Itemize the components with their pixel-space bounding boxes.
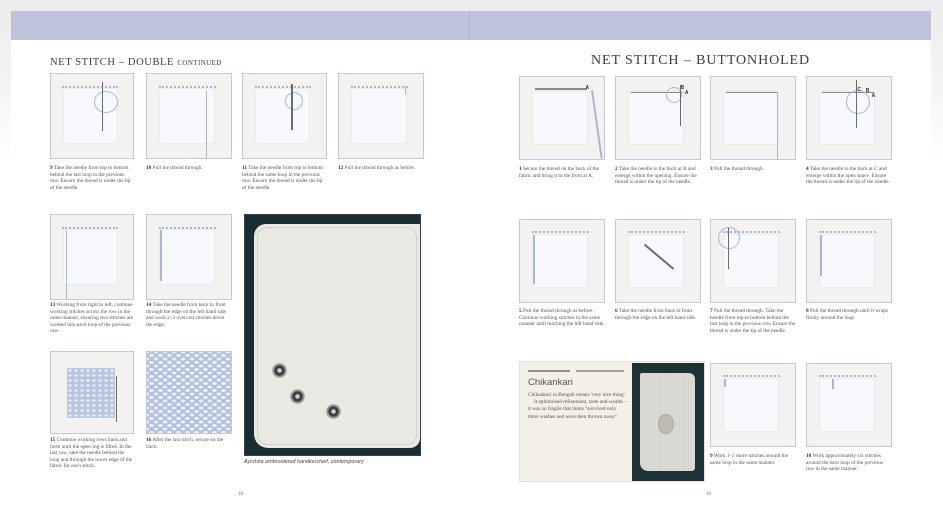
step-photo-7 [710, 219, 796, 303]
step-text: Take the needle from top to bottom behind the same loop in the previous row. Ensure the thread is under the tip of the needle. [242, 165, 323, 191]
step-caption-11 [242, 165, 327, 191]
chikankari-sidebar [519, 361, 705, 482]
stitch-row [62, 86, 118, 91]
step-text: Pull the thread through as before. Continue working stitches in the same manner until reaching the left hand side. [519, 308, 605, 328]
point-label-a: A [684, 90, 689, 97]
thread-strand [405, 86, 407, 94]
needle-icon [291, 84, 293, 130]
eyelet-motif [290, 389, 305, 404]
step-caption-1 [519, 166, 605, 179]
net-stitch-mesh [67, 368, 115, 418]
step-text: Secure the thread on the back of the fabric and bring it to the front at A. [519, 166, 600, 179]
step-caption-7 [710, 308, 796, 334]
page-title: NET STITCH – BUTTONHOLED [590, 53, 810, 68]
needle-icon [680, 85, 682, 126]
needle-icon [102, 82, 104, 131]
step-text: Work 1–2 more stitches around the same loop in the same manner. [710, 453, 789, 466]
thread-strand [591, 90, 602, 158]
step-caption-9 [50, 165, 134, 191]
fabric-swatch [533, 235, 587, 287]
step-number: 13 [50, 302, 56, 308]
step-text: Take the needle from top to bottom behind the last loop in the previous row. Ensure the thread is under the tip of the needle. [50, 165, 131, 191]
needle-icon [116, 376, 118, 421]
stitch-row [532, 231, 589, 236]
step-caption-8 [806, 308, 892, 321]
header-band [11, 11, 931, 40]
step-text: Work approximately six stitches around the next loop of the previous row in the same manner. [806, 453, 883, 473]
step-number: 7 [710, 308, 713, 314]
chikankari-photo [632, 363, 704, 481]
thread-loop [285, 92, 303, 110]
sidebar-paragraph: Chikankari in Bengali means 'very nice thing'. [528, 392, 626, 398]
step-caption-6 [615, 308, 701, 321]
step-number: 9 [50, 165, 53, 171]
step-photo-3 [710, 76, 796, 160]
fabric-swatch [724, 92, 778, 144]
point-label-b: B [680, 85, 685, 92]
right-page [470, 40, 931, 526]
step-number: 4 [806, 166, 809, 172]
stitch-row [723, 375, 780, 380]
step-photo-16 [146, 351, 232, 434]
thread-strand [66, 230, 68, 299]
point-label-a: A [871, 92, 876, 99]
stitch-row [628, 231, 685, 236]
step-photo-15 [50, 351, 134, 434]
fabric-swatch [352, 89, 406, 143]
thread-strand [160, 230, 162, 280]
fabric-swatch [820, 235, 874, 287]
thread-strand [777, 92, 779, 159]
step-caption-16 [146, 437, 232, 450]
page-gutter [469, 11, 470, 40]
thread-strand [533, 235, 535, 284]
step-photo-9 [710, 363, 796, 447]
step-caption-5 [519, 308, 605, 328]
step-text: Pull the thread through until it wraps firmly around the loop. [806, 308, 888, 321]
rule-segment [576, 370, 624, 372]
thread-strand [832, 379, 834, 389]
step-caption-3 [710, 166, 796, 173]
fabric-swatch [724, 379, 778, 431]
step-photo-14 [146, 214, 232, 300]
stitch-row [62, 227, 118, 232]
fabric-swatch [160, 230, 214, 284]
step-number: 6 [615, 308, 618, 314]
page-number: 19 [706, 492, 711, 497]
step-text: Continue working rows back and forth until the open-ing is filled. In the last row, take the needle behind the loop and through the lower edge of the fabric for each stitch. [50, 437, 133, 470]
step-number: 10 [146, 165, 152, 171]
fabric-swatch [533, 92, 587, 144]
step-number: 9 [710, 453, 713, 459]
eyelet-motif [272, 363, 287, 378]
stitch-row [819, 231, 876, 236]
fabric-swatch [64, 230, 116, 284]
fabric-swatch [629, 235, 683, 287]
point-label-b: B [865, 88, 870, 95]
step-number: 11 [242, 165, 248, 171]
step-photo-4 [806, 76, 892, 160]
step-photo-6 [615, 219, 701, 303]
stitch-row [351, 86, 408, 91]
stitch-row [255, 86, 311, 91]
step-number: 15 [50, 437, 56, 443]
step-number: 12 [338, 165, 344, 171]
needle-icon [728, 228, 730, 269]
stitch-row [159, 227, 216, 232]
step-number: 5 [519, 308, 522, 314]
step-text: Take the needle to the back at B and emerge within the opening. Ensure the thread is under the tip of the needle. [615, 166, 697, 186]
book-spread [11, 11, 931, 526]
step-number: 8 [806, 308, 809, 314]
step-photo-10 [146, 73, 232, 159]
sidebar-paragraph: It epitomised refinement, taste and wealth – it was so fragile that items "survived only three washes and were then thrown away". [528, 399, 627, 420]
step-number: 2 [615, 166, 618, 172]
point-label-c: C [857, 86, 862, 93]
step-caption-15 [50, 437, 134, 470]
step-photo-12 [338, 73, 424, 159]
page-number: 18 [238, 492, 243, 497]
thread-strand [726, 92, 778, 94]
step-number: 1 [519, 166, 522, 172]
step-number: 3 [710, 166, 713, 172]
step-caption-14 [146, 302, 232, 328]
left-page [11, 40, 470, 526]
handkerchief-photo [244, 214, 421, 456]
step-text: Take the needle from back to front through the edge on the left hand side and work 2–3 overcast stitches down the edge. [146, 302, 226, 328]
step-caption-10 [146, 165, 232, 172]
step-text: Take the needle to the back at C and emerge within the open space. Ensure the thread is under the tip of the needle. [806, 166, 890, 186]
step-photo-13 [50, 214, 134, 300]
thread-strand [535, 88, 587, 90]
step-caption-13 [50, 302, 134, 335]
point-label-a: A [585, 85, 590, 92]
step-text: Pull the thread through. [152, 165, 203, 171]
step-text: After the last stitch, secure on the back. [146, 437, 224, 450]
step-photo-1 [519, 76, 605, 160]
decorative-rule [528, 370, 628, 373]
thread-strand [820, 235, 822, 276]
thread-strand [206, 91, 208, 158]
title-text: NET STITCH – DOUBLE [50, 57, 175, 68]
thread-strand [724, 379, 726, 387]
step-photo-8 [806, 219, 892, 303]
page-title [50, 57, 222, 68]
step-photo-5 [519, 219, 605, 303]
step-caption-9 [710, 453, 796, 466]
embroidery-motif [658, 414, 674, 434]
sidebar-body [528, 392, 628, 421]
step-caption-12 [338, 165, 424, 172]
step-photo-11 [242, 73, 327, 159]
stitch-row [819, 375, 876, 380]
eyelet-motif [326, 404, 341, 419]
step-text: Pull the thread through. [713, 166, 765, 172]
step-caption-2 [615, 166, 701, 186]
step-number: 16 [146, 437, 152, 443]
step-text: Pull the thread through. Take the needle from top to bottom behind the last loop in the previous row. Ensure the thread is under the tip of the needle. [710, 308, 796, 334]
step-photo-2 [615, 76, 701, 160]
net-stitch-mesh [147, 352, 231, 433]
step-text: Pull the thread through as before. [344, 165, 416, 171]
step-number: 10 [806, 453, 812, 459]
rule-segment [528, 370, 570, 372]
image-caption: Ayrshire embroidered handkerchief, contemporary [244, 459, 364, 465]
sidebar-heading: Chikankari [528, 377, 573, 388]
step-caption-4 [806, 166, 892, 186]
title-suffix: CONTINUED [177, 59, 222, 67]
fabric-swatch [820, 379, 874, 431]
step-photo-9 [50, 73, 134, 159]
step-caption-10 [806, 453, 892, 473]
step-text: Working from right to left, continue working stitches across the row in the same manner, ensuring two stitches are worked into each loop of the previous row. [50, 302, 134, 335]
step-number: 14 [146, 302, 152, 308]
step-photo-10 [806, 363, 892, 447]
thread-loop [94, 91, 118, 113]
step-text: Take the needle from back to front through the edge on the left hand side. [615, 308, 697, 321]
